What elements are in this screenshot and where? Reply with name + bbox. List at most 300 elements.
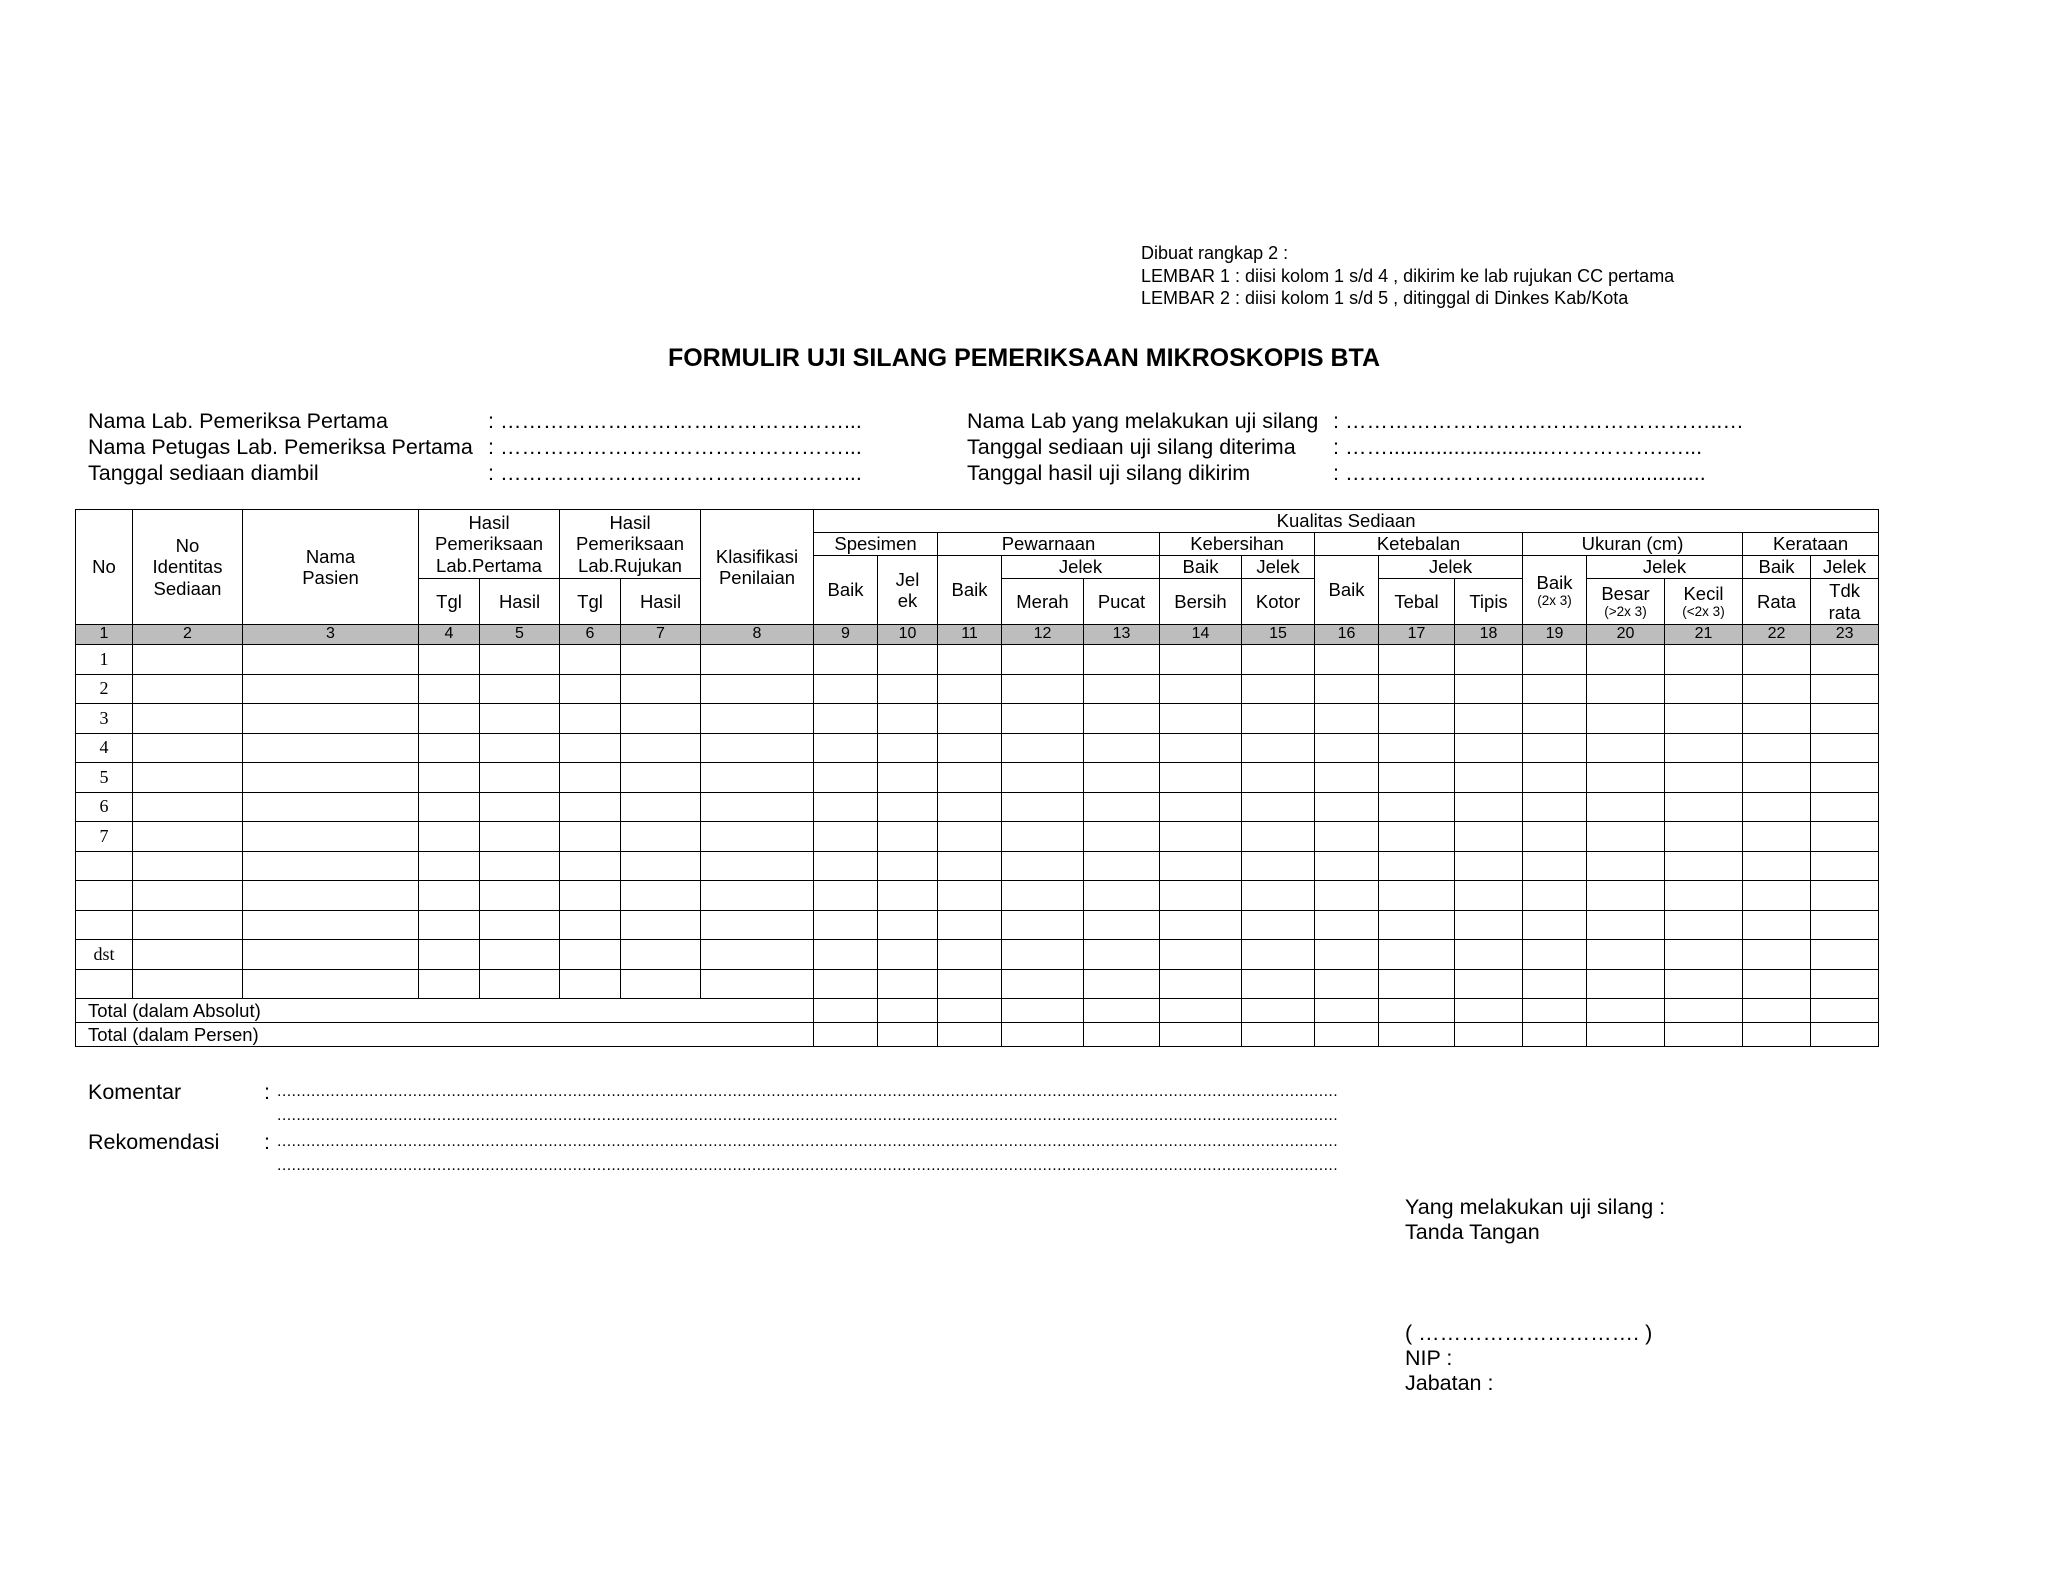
table-cell[interactable] xyxy=(133,851,243,881)
table-cell[interactable] xyxy=(419,763,480,793)
table-cell[interactable] xyxy=(1160,940,1242,970)
table-cell[interactable] xyxy=(560,910,621,940)
table-cell[interactable] xyxy=(621,822,701,852)
table-cell[interactable] xyxy=(1455,674,1523,704)
total-cell[interactable] xyxy=(1379,999,1455,1023)
total-cell[interactable] xyxy=(1455,1023,1523,1047)
table-cell[interactable] xyxy=(133,881,243,911)
table-cell[interactable] xyxy=(621,763,701,793)
table-cell[interactable] xyxy=(1455,704,1523,734)
table-cell[interactable] xyxy=(814,704,878,734)
table-cell[interactable] xyxy=(814,969,878,999)
table-cell[interactable] xyxy=(1587,645,1665,675)
total-cell[interactable] xyxy=(1242,1023,1315,1047)
table-cell[interactable] xyxy=(1811,645,1879,675)
table-cell[interactable] xyxy=(621,792,701,822)
table-cell[interactable] xyxy=(1587,792,1665,822)
table-cell[interactable] xyxy=(133,822,243,852)
table-cell[interactable] xyxy=(621,645,701,675)
table-cell[interactable] xyxy=(1665,792,1743,822)
table-cell[interactable] xyxy=(480,763,560,793)
table-cell[interactable] xyxy=(1379,674,1455,704)
table-cell[interactable] xyxy=(1160,763,1242,793)
table-cell[interactable] xyxy=(878,910,938,940)
table-cell[interactable] xyxy=(1002,881,1084,911)
table-cell[interactable] xyxy=(1002,822,1084,852)
table-cell[interactable] xyxy=(814,851,878,881)
table-cell[interactable] xyxy=(1242,969,1315,999)
table-cell[interactable] xyxy=(1084,645,1160,675)
table-cell[interactable] xyxy=(1743,792,1811,822)
table-cell[interactable] xyxy=(133,940,243,970)
table-cell[interactable] xyxy=(878,733,938,763)
table-cell[interactable] xyxy=(480,822,560,852)
table-cell[interactable] xyxy=(1315,969,1379,999)
table-cell[interactable] xyxy=(243,645,419,675)
total-cell[interactable] xyxy=(1743,1023,1811,1047)
field-value-nama-petugas[interactable]: : …………………………………………... xyxy=(488,435,862,459)
table-cell[interactable] xyxy=(938,645,1002,675)
table-cell[interactable] xyxy=(1242,792,1315,822)
table-cell[interactable] xyxy=(1587,881,1665,911)
table-cell[interactable] xyxy=(243,733,419,763)
table-cell[interactable] xyxy=(1379,763,1455,793)
table-cell[interactable] xyxy=(1665,645,1743,675)
total-cell[interactable] xyxy=(1665,999,1743,1023)
table-cell[interactable] xyxy=(621,704,701,734)
table-cell[interactable] xyxy=(878,645,938,675)
table-cell[interactable] xyxy=(814,881,878,911)
total-cell[interactable] xyxy=(1587,999,1665,1023)
table-cell[interactable] xyxy=(419,881,480,911)
table-cell[interactable] xyxy=(621,851,701,881)
table-cell[interactable] xyxy=(1811,822,1879,852)
total-cell[interactable] xyxy=(1315,999,1379,1023)
table-cell[interactable] xyxy=(1242,674,1315,704)
table-cell[interactable] xyxy=(878,763,938,793)
table-cell[interactable] xyxy=(621,881,701,911)
table-cell[interactable] xyxy=(1315,910,1379,940)
table-cell[interactable] xyxy=(1315,822,1379,852)
total-cell[interactable] xyxy=(1160,1023,1242,1047)
table-cell[interactable] xyxy=(1002,969,1084,999)
table-cell[interactable] xyxy=(1379,822,1455,852)
table-cell[interactable] xyxy=(1743,851,1811,881)
table-cell[interactable] xyxy=(938,704,1002,734)
table-cell[interactable] xyxy=(480,674,560,704)
table-cell[interactable] xyxy=(1455,851,1523,881)
table-cell[interactable] xyxy=(1523,822,1587,852)
table-cell[interactable] xyxy=(480,733,560,763)
table-cell[interactable] xyxy=(1002,733,1084,763)
table-cell[interactable] xyxy=(1002,674,1084,704)
table-cell[interactable] xyxy=(560,674,621,704)
table-cell[interactable] xyxy=(621,940,701,970)
table-cell[interactable] xyxy=(1379,910,1455,940)
table-cell[interactable] xyxy=(560,704,621,734)
table-cell[interactable] xyxy=(1160,674,1242,704)
table-cell[interactable] xyxy=(878,822,938,852)
table-cell[interactable] xyxy=(938,940,1002,970)
table-cell[interactable] xyxy=(938,674,1002,704)
table-cell[interactable] xyxy=(1523,763,1587,793)
table-cell[interactable] xyxy=(1315,792,1379,822)
table-cell[interactable] xyxy=(814,822,878,852)
table-cell[interactable] xyxy=(878,969,938,999)
table-cell[interactable] xyxy=(1743,969,1811,999)
table-cell[interactable] xyxy=(1743,881,1811,911)
table-cell[interactable] xyxy=(1379,881,1455,911)
table-cell[interactable] xyxy=(1455,763,1523,793)
table-cell[interactable] xyxy=(938,822,1002,852)
table-cell[interactable] xyxy=(480,910,560,940)
total-cell[interactable] xyxy=(1315,1023,1379,1047)
table-cell[interactable] xyxy=(560,822,621,852)
table-cell[interactable] xyxy=(1811,940,1879,970)
table-cell[interactable] xyxy=(419,792,480,822)
table-cell[interactable] xyxy=(1242,704,1315,734)
table-cell[interactable] xyxy=(878,704,938,734)
table-cell[interactable] xyxy=(1160,851,1242,881)
table-cell[interactable] xyxy=(1811,792,1879,822)
table-cell[interactable] xyxy=(878,940,938,970)
table-cell[interactable] xyxy=(1084,792,1160,822)
table-cell[interactable] xyxy=(243,910,419,940)
table-cell[interactable] xyxy=(1811,674,1879,704)
table-cell[interactable] xyxy=(1242,851,1315,881)
table-cell[interactable] xyxy=(1523,704,1587,734)
table-cell[interactable] xyxy=(701,792,814,822)
table-cell[interactable] xyxy=(814,733,878,763)
table-cell[interactable] xyxy=(419,910,480,940)
table-cell[interactable] xyxy=(1455,792,1523,822)
table-cell[interactable] xyxy=(560,792,621,822)
table-cell[interactable] xyxy=(1084,822,1160,852)
table-cell[interactable] xyxy=(878,851,938,881)
table-cell[interactable] xyxy=(419,733,480,763)
table-cell[interactable] xyxy=(1587,763,1665,793)
table-cell[interactable] xyxy=(1455,969,1523,999)
table-cell[interactable] xyxy=(1523,881,1587,911)
total-cell[interactable] xyxy=(1455,999,1523,1023)
table-cell[interactable] xyxy=(1084,851,1160,881)
table-cell[interactable] xyxy=(1242,910,1315,940)
table-cell[interactable] xyxy=(1379,645,1455,675)
table-cell[interactable] xyxy=(1315,645,1379,675)
table-cell[interactable] xyxy=(621,910,701,940)
table-cell[interactable] xyxy=(814,940,878,970)
table-cell[interactable] xyxy=(1242,881,1315,911)
table-cell[interactable] xyxy=(1665,674,1743,704)
table-cell[interactable] xyxy=(1455,910,1523,940)
total-cell[interactable] xyxy=(1160,999,1242,1023)
total-cell[interactable] xyxy=(878,1023,938,1047)
table-cell[interactable] xyxy=(1523,792,1587,822)
table-cell[interactable] xyxy=(133,969,243,999)
table-cell[interactable] xyxy=(560,851,621,881)
table-cell[interactable] xyxy=(1743,645,1811,675)
table-cell[interactable] xyxy=(1665,822,1743,852)
table-cell[interactable] xyxy=(1084,910,1160,940)
table-cell[interactable] xyxy=(814,792,878,822)
total-cell[interactable] xyxy=(938,1023,1002,1047)
table-cell[interactable] xyxy=(1379,940,1455,970)
table-cell[interactable] xyxy=(480,940,560,970)
table-cell[interactable] xyxy=(133,674,243,704)
table-cell[interactable] xyxy=(1002,851,1084,881)
table-cell[interactable] xyxy=(133,645,243,675)
table-cell[interactable] xyxy=(1523,910,1587,940)
table-cell[interactable] xyxy=(480,645,560,675)
table-cell[interactable] xyxy=(1743,910,1811,940)
total-cell[interactable] xyxy=(1523,1023,1587,1047)
table-cell[interactable] xyxy=(1665,940,1743,970)
table-cell[interactable] xyxy=(1523,733,1587,763)
table-cell[interactable] xyxy=(938,910,1002,940)
table-cell[interactable] xyxy=(1002,910,1084,940)
table-cell[interactable] xyxy=(480,704,560,734)
table-cell[interactable] xyxy=(133,733,243,763)
total-cell[interactable] xyxy=(1379,1023,1455,1047)
table-cell[interactable] xyxy=(560,645,621,675)
table-cell[interactable] xyxy=(1743,704,1811,734)
table-cell[interactable] xyxy=(1811,733,1879,763)
table-cell[interactable] xyxy=(938,733,1002,763)
table-cell[interactable] xyxy=(243,851,419,881)
table-cell[interactable] xyxy=(1160,969,1242,999)
table-cell[interactable] xyxy=(701,969,814,999)
total-cell[interactable] xyxy=(814,1023,878,1047)
field-value-tanggal-diterima[interactable]: : ……...........................…………….…... xyxy=(1333,435,1703,459)
table-cell[interactable] xyxy=(1811,969,1879,999)
table-cell[interactable] xyxy=(701,763,814,793)
table-cell[interactable] xyxy=(1665,910,1743,940)
table-cell[interactable] xyxy=(419,822,480,852)
table-cell[interactable] xyxy=(814,645,878,675)
field-value-nama-lab[interactable]: : …………………………………………... xyxy=(488,409,862,433)
table-cell[interactable] xyxy=(243,792,419,822)
table-cell[interactable] xyxy=(1160,733,1242,763)
table-cell[interactable] xyxy=(701,822,814,852)
table-cell[interactable] xyxy=(1665,851,1743,881)
field-value-tanggal-diambil[interactable]: : …………………………………………... xyxy=(488,461,862,485)
table-cell[interactable] xyxy=(1084,763,1160,793)
table-cell[interactable] xyxy=(1084,969,1160,999)
table-cell[interactable] xyxy=(243,763,419,793)
table-cell[interactable] xyxy=(1002,792,1084,822)
table-cell[interactable] xyxy=(1160,792,1242,822)
table-cell[interactable] xyxy=(1242,940,1315,970)
table-cell[interactable] xyxy=(1587,704,1665,734)
table-cell[interactable] xyxy=(701,881,814,911)
table-cell[interactable] xyxy=(1160,910,1242,940)
total-cell[interactable] xyxy=(878,999,938,1023)
table-cell[interactable] xyxy=(1242,763,1315,793)
table-cell[interactable] xyxy=(938,792,1002,822)
total-cell[interactable] xyxy=(1743,999,1811,1023)
table-cell[interactable] xyxy=(1084,674,1160,704)
table-cell[interactable] xyxy=(560,733,621,763)
table-cell[interactable] xyxy=(814,910,878,940)
table-cell[interactable] xyxy=(814,674,878,704)
total-cell[interactable] xyxy=(1665,1023,1743,1047)
table-cell[interactable] xyxy=(1379,704,1455,734)
table-cell[interactable] xyxy=(1315,881,1379,911)
table-cell[interactable] xyxy=(480,881,560,911)
field-value-tanggal-dikirim[interactable]: : ………………………............................ xyxy=(1333,461,1706,485)
table-cell[interactable] xyxy=(701,940,814,970)
table-cell[interactable] xyxy=(1084,704,1160,734)
signature-nip[interactable]: NIP : xyxy=(1405,1346,1453,1370)
table-cell[interactable] xyxy=(1811,763,1879,793)
table-cell[interactable] xyxy=(1002,704,1084,734)
table-cell[interactable] xyxy=(133,763,243,793)
table-cell[interactable] xyxy=(419,940,480,970)
table-cell[interactable] xyxy=(1523,940,1587,970)
table-cell[interactable] xyxy=(1811,910,1879,940)
table-cell[interactable] xyxy=(1315,851,1379,881)
table-cell[interactable] xyxy=(1587,733,1665,763)
table-cell[interactable] xyxy=(814,763,878,793)
table-cell[interactable] xyxy=(480,969,560,999)
table-cell[interactable] xyxy=(1665,704,1743,734)
total-cell[interactable] xyxy=(814,999,878,1023)
table-cell[interactable] xyxy=(1160,881,1242,911)
table-cell[interactable] xyxy=(1160,704,1242,734)
total-cell[interactable] xyxy=(1084,999,1160,1023)
table-cell[interactable] xyxy=(419,969,480,999)
table-cell[interactable] xyxy=(1665,881,1743,911)
table-cell[interactable] xyxy=(878,792,938,822)
table-cell[interactable] xyxy=(243,822,419,852)
table-cell[interactable] xyxy=(1587,822,1665,852)
table-cell[interactable] xyxy=(1523,674,1587,704)
table-cell[interactable] xyxy=(560,881,621,911)
field-value-lab-uji-silang[interactable]: : ……………………………………………..… xyxy=(1333,409,1744,433)
table-cell[interactable] xyxy=(701,733,814,763)
table-cell[interactable] xyxy=(1084,881,1160,911)
table-cell[interactable] xyxy=(1665,969,1743,999)
table-cell[interactable] xyxy=(621,674,701,704)
table-cell[interactable] xyxy=(1587,969,1665,999)
table-cell[interactable] xyxy=(938,763,1002,793)
komentar-line-1[interactable]: ........................................................................................................................................................................................................................... xyxy=(277,1083,1339,1100)
signature-jabatan[interactable]: Jabatan : xyxy=(1405,1371,1494,1395)
table-cell[interactable] xyxy=(621,733,701,763)
table-cell[interactable] xyxy=(1002,763,1084,793)
table-cell[interactable] xyxy=(560,969,621,999)
table-cell[interactable] xyxy=(938,851,1002,881)
table-cell[interactable] xyxy=(1455,940,1523,970)
table-cell[interactable] xyxy=(1743,822,1811,852)
table-cell[interactable] xyxy=(701,645,814,675)
table-cell[interactable] xyxy=(419,851,480,881)
table-cell[interactable] xyxy=(1811,704,1879,734)
total-cell[interactable] xyxy=(1242,999,1315,1023)
table-cell[interactable] xyxy=(1811,851,1879,881)
table-cell[interactable] xyxy=(133,704,243,734)
table-cell[interactable] xyxy=(1160,822,1242,852)
table-cell[interactable] xyxy=(1379,792,1455,822)
table-cell[interactable] xyxy=(1523,645,1587,675)
table-cell[interactable] xyxy=(1665,763,1743,793)
table-cell[interactable] xyxy=(1002,645,1084,675)
table-cell[interactable] xyxy=(701,910,814,940)
table-cell[interactable] xyxy=(1811,881,1879,911)
table-cell[interactable] xyxy=(133,910,243,940)
table-cell[interactable] xyxy=(480,851,560,881)
table-cell[interactable] xyxy=(133,792,243,822)
table-cell[interactable] xyxy=(243,674,419,704)
total-cell[interactable] xyxy=(1587,1023,1665,1047)
table-cell[interactable] xyxy=(1587,674,1665,704)
table-cell[interactable] xyxy=(1743,763,1811,793)
table-cell[interactable] xyxy=(1084,733,1160,763)
table-cell[interactable] xyxy=(701,851,814,881)
table-cell[interactable] xyxy=(480,792,560,822)
table-cell[interactable] xyxy=(243,704,419,734)
table-cell[interactable] xyxy=(1743,940,1811,970)
table-cell[interactable] xyxy=(1587,851,1665,881)
table-cell[interactable] xyxy=(1315,704,1379,734)
table-cell[interactable] xyxy=(1160,645,1242,675)
table-cell[interactable] xyxy=(1743,733,1811,763)
total-cell[interactable] xyxy=(1084,1023,1160,1047)
rekomendasi-line-2[interactable]: ........................................................................................................................................................................................................................... xyxy=(277,1157,1339,1174)
table-cell[interactable] xyxy=(1379,733,1455,763)
table-cell[interactable] xyxy=(878,674,938,704)
table-cell[interactable] xyxy=(1455,881,1523,911)
rekomendasi-line-1[interactable]: ........................................................................................................................................................................................................................... xyxy=(277,1133,1339,1150)
table-cell[interactable] xyxy=(1523,851,1587,881)
table-cell[interactable] xyxy=(1743,674,1811,704)
table-cell[interactable] xyxy=(1665,733,1743,763)
table-cell[interactable] xyxy=(1315,733,1379,763)
total-cell[interactable] xyxy=(938,999,1002,1023)
table-cell[interactable] xyxy=(1587,940,1665,970)
total-cell[interactable] xyxy=(1811,999,1879,1023)
table-cell[interactable] xyxy=(1315,674,1379,704)
table-cell[interactable] xyxy=(560,763,621,793)
table-cell[interactable] xyxy=(1084,940,1160,970)
signature-name-field[interactable]: ( …………………………. ) xyxy=(1405,1321,1653,1345)
table-cell[interactable] xyxy=(243,940,419,970)
table-cell[interactable] xyxy=(243,969,419,999)
total-cell[interactable] xyxy=(1002,1023,1084,1047)
table-cell[interactable] xyxy=(1455,645,1523,675)
table-cell[interactable] xyxy=(1315,940,1379,970)
table-cell[interactable] xyxy=(419,674,480,704)
table-cell[interactable] xyxy=(419,645,480,675)
table-cell[interactable] xyxy=(1379,969,1455,999)
table-cell[interactable] xyxy=(1379,851,1455,881)
table-cell[interactable] xyxy=(1455,822,1523,852)
table-cell[interactable] xyxy=(1315,763,1379,793)
table-cell[interactable] xyxy=(621,969,701,999)
table-cell[interactable] xyxy=(938,969,1002,999)
total-cell[interactable] xyxy=(1811,1023,1879,1047)
table-cell[interactable] xyxy=(878,881,938,911)
komentar-line-2[interactable]: ........................................................................................................................................................................................................................... xyxy=(277,1107,1339,1124)
table-cell[interactable] xyxy=(560,940,621,970)
table-cell[interactable] xyxy=(1523,969,1587,999)
table-cell[interactable] xyxy=(1455,733,1523,763)
total-cell[interactable] xyxy=(1523,999,1587,1023)
table-cell[interactable] xyxy=(1587,910,1665,940)
table-cell[interactable] xyxy=(243,881,419,911)
table-cell[interactable] xyxy=(419,704,480,734)
table-cell[interactable] xyxy=(1242,822,1315,852)
